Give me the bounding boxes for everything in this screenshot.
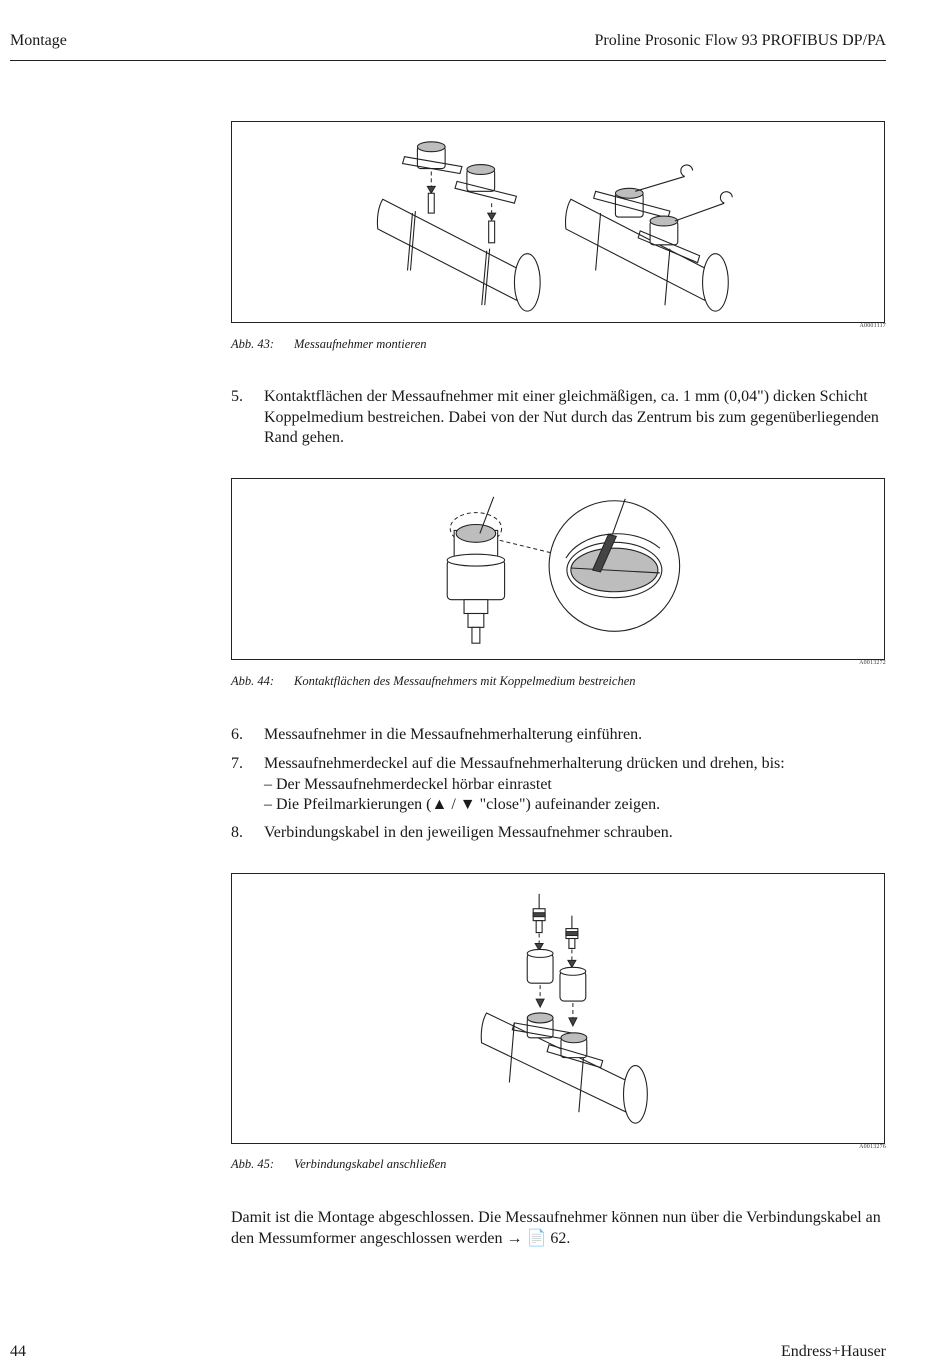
figure-43-id: A0001117 xyxy=(859,323,886,329)
figure-45-id: A0013276 xyxy=(859,1144,886,1150)
step-7-subitem-2: – Die Pfeilmarkierungen (▲ / ▼ "close") aufeinander zeigen. xyxy=(264,796,661,813)
figure-45-connect-cables xyxy=(231,873,885,1144)
figure-43-caption xyxy=(231,337,427,352)
figure-44-apply-coupling-medium xyxy=(231,478,885,660)
figure-43-mount-sensors xyxy=(231,121,885,323)
step-7-subitem-1: – Der Messaufnehmerdeckel hörbar einrastet xyxy=(264,775,552,793)
step-8 xyxy=(231,823,886,844)
step-8-number: 8. xyxy=(231,824,243,841)
step-6 xyxy=(231,725,886,746)
header-section: Montage xyxy=(10,32,67,49)
figure-44-caption-text: Kontaktflächen des Messaufnehmers mit Koppelmedium bestreichen xyxy=(294,674,636,688)
figure-44-id: A0013272 xyxy=(859,660,886,666)
step-5-number: 5. xyxy=(231,388,243,405)
step-5 xyxy=(231,387,886,449)
figure-45-caption-number: Abb. 45: xyxy=(231,1157,275,1171)
step-5-text: Kontaktflächen der Messaufnehmer mit einer gleichmäßigen, ca. 1 mm (0,04") dicken Schicht Koppelmedium bestreichen. Dabei von der Nut durch das Zentrum bis zum gegenüberliegenden Rand gehen. xyxy=(264,388,879,446)
figure-44-caption xyxy=(231,674,636,689)
figure-44-illustration xyxy=(232,479,884,659)
figure-45-illustration xyxy=(232,874,884,1143)
header-rule xyxy=(10,60,886,61)
figure-44-caption-number: Abb. 44: xyxy=(231,674,275,688)
header-title: Proline Prosonic Flow 93 PROFIBUS DP/PA xyxy=(594,32,886,49)
step-6-number: 6. xyxy=(231,726,243,743)
step-7-text xyxy=(264,754,886,816)
footer-brand: Endress+Hauser xyxy=(781,1343,886,1360)
page-number: 44 xyxy=(10,1343,26,1360)
step-6-text: Messaufnehmer in die Messaufnehmerhalterung einführen. xyxy=(264,726,643,743)
step-8-text: Verbindungskabel in den jeweiligen Messaufnehmer schrauben. xyxy=(264,824,673,841)
step-7 xyxy=(231,754,886,816)
figure-45-caption xyxy=(231,1157,446,1172)
figure-43-caption-number: Abb. 43: xyxy=(231,337,275,351)
closing-paragraph: Damit ist die Montage abgeschlossen. Die Messaufnehmer können nun über die Verbindungskabel an den Messumformer angeschlossen werden → 📄 62. xyxy=(231,1209,881,1247)
figure-43-illustration xyxy=(232,122,884,322)
step-7-main: Messaufnehmerdeckel auf die Messaufnehmerhalterung drücken und drehen, bis: xyxy=(264,755,785,772)
figure-43-caption-text: Messaufnehmer montieren xyxy=(294,337,427,351)
step-7-number: 7. xyxy=(231,755,243,772)
figure-45-caption-text: Verbindungskabel anschließen xyxy=(294,1157,447,1171)
